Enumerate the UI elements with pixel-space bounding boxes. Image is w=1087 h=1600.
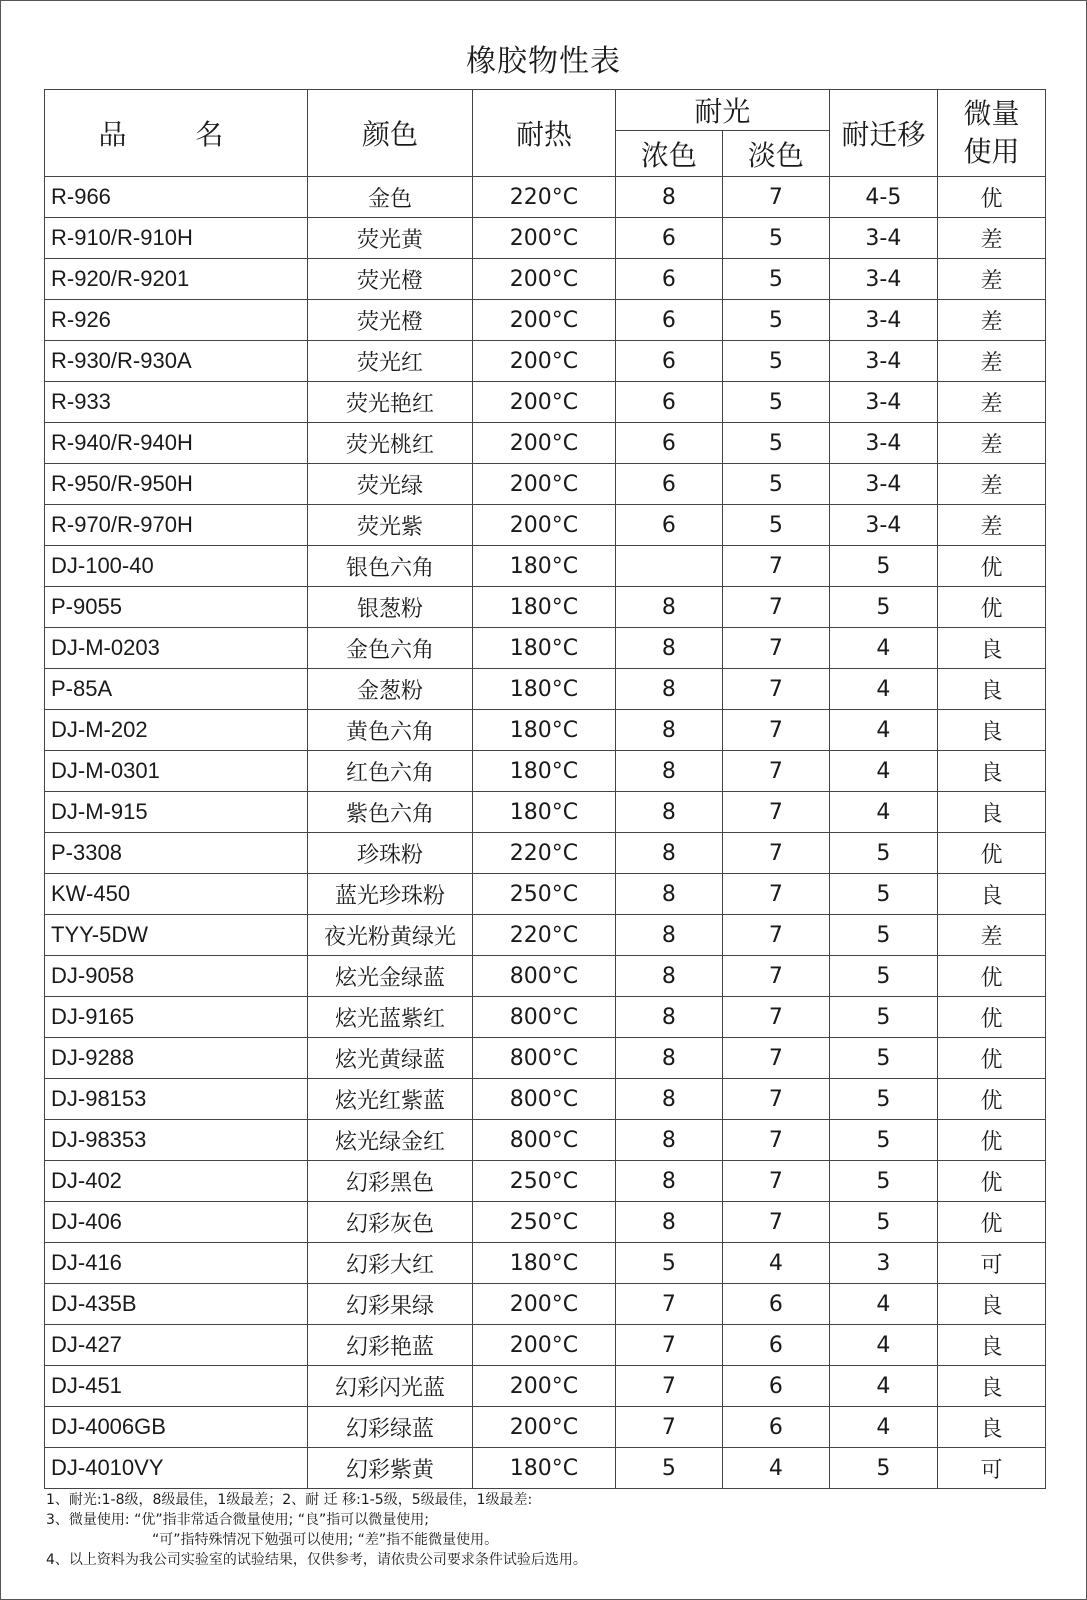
cell-migration: 5: [829, 874, 937, 915]
cell-migration: 3-4: [829, 341, 937, 382]
cell-micro: 优: [937, 1079, 1045, 1120]
cell-migration: 3-4: [829, 218, 937, 259]
cell-name: R-933: [45, 382, 308, 423]
note-3: “可”指特殊情况下勉强可以使用; “差”指不能微量使用。: [152, 1532, 499, 1548]
cell-pale: 5: [722, 505, 829, 546]
cell-micro: 优: [937, 177, 1045, 218]
cell-migration: 5: [829, 833, 937, 874]
table-row: [45, 1407, 1046, 1448]
cell-dark: 8: [615, 915, 722, 956]
cell-heat: 200°C: [473, 1407, 616, 1448]
cell-pale: 7: [722, 1079, 829, 1120]
cell-dark: 6: [615, 464, 722, 505]
header-micro-line1: 微量: [963, 97, 1020, 130]
cell-color: 幻彩绿蓝: [307, 1407, 472, 1448]
cell-pale: 7: [722, 956, 829, 997]
cell-name: P-9055: [45, 587, 308, 628]
cell-name: DJ-M-0301: [45, 751, 308, 792]
cell-heat: 200°C: [473, 300, 616, 341]
cell-heat: 200°C: [473, 1366, 616, 1407]
cell-pale: 6: [722, 1284, 829, 1325]
cell-heat: 200°C: [473, 423, 616, 464]
table-row: [45, 997, 1046, 1038]
cell-micro: 差: [937, 423, 1045, 464]
table-row: [45, 751, 1046, 792]
cell-pale: 5: [722, 300, 829, 341]
cell-micro: 差: [937, 300, 1045, 341]
cell-color: 银色六角: [307, 546, 472, 587]
cell-color: 荧光橙: [307, 300, 472, 341]
cell-migration: 3-4: [829, 259, 937, 300]
table-row: [45, 1448, 1046, 1489]
cell-heat: 200°C: [473, 1325, 616, 1366]
cell-dark: 7: [615, 1407, 722, 1448]
cell-heat: 180°C: [473, 669, 616, 710]
cell-dark: 6: [615, 382, 722, 423]
cell-dark: 6: [615, 218, 722, 259]
cell-name: DJ-406: [45, 1202, 308, 1243]
cell-name: DJ-98353: [45, 1120, 308, 1161]
cell-heat: 180°C: [473, 1448, 616, 1489]
cell-pale: 6: [722, 1325, 829, 1366]
cell-color: 珍珠粉: [307, 833, 472, 874]
table-row: [45, 259, 1046, 300]
header-name: 品 名: [45, 90, 308, 177]
cell-color: 金色六角: [307, 628, 472, 669]
cell-micro: 差: [937, 915, 1045, 956]
cell-color: 荧光红: [307, 341, 472, 382]
cell-micro: 良: [937, 1366, 1045, 1407]
cell-name: TYY-5DW: [45, 915, 308, 956]
cell-color: 炫光蓝紫红: [307, 997, 472, 1038]
cell-heat: 180°C: [473, 587, 616, 628]
cell-color: 红色六角: [307, 751, 472, 792]
cell-name: P-85A: [45, 669, 308, 710]
cell-color: 幻彩紫黄: [307, 1448, 472, 1489]
properties-table: [44, 89, 1046, 1489]
cell-heat: 800°C: [473, 1120, 616, 1161]
cell-pale: 7: [722, 710, 829, 751]
cell-pale: 7: [722, 1038, 829, 1079]
cell-heat: 200°C: [473, 1284, 616, 1325]
cell-dark: 8: [615, 874, 722, 915]
cell-micro: 差: [937, 259, 1045, 300]
cell-dark: 8: [615, 710, 722, 751]
cell-heat: 220°C: [473, 915, 616, 956]
cell-heat: 220°C: [473, 833, 616, 874]
cell-dark: 7: [615, 1325, 722, 1366]
table-row: [45, 341, 1046, 382]
note-4: 4、以上资料为我公司实验室的试验结果，仅供参考，请依贵公司要求条件试验后选用。: [46, 1552, 587, 1568]
cell-migration: 3-4: [829, 464, 937, 505]
cell-heat: 800°C: [473, 1038, 616, 1079]
cell-heat: 180°C: [473, 710, 616, 751]
table-row: [45, 546, 1046, 587]
cell-micro: 优: [937, 833, 1045, 874]
cell-name: DJ-427: [45, 1325, 308, 1366]
table-row: [45, 300, 1046, 341]
cell-migration: 4: [829, 1284, 937, 1325]
cell-color: 荧光紫: [307, 505, 472, 546]
cell-migration: 5: [829, 1120, 937, 1161]
cell-migration: 5: [829, 1202, 937, 1243]
cell-color: 炫光黄绿蓝: [307, 1038, 472, 1079]
cell-pale: 4: [722, 1448, 829, 1489]
cell-micro: 良: [937, 1407, 1045, 1448]
cell-migration: 5: [829, 587, 937, 628]
header-pale: 淡色: [722, 131, 829, 177]
cell-name: DJ-9288: [45, 1038, 308, 1079]
cell-pale: 7: [722, 587, 829, 628]
cell-micro: 可: [937, 1448, 1045, 1489]
cell-migration: 4: [829, 710, 937, 751]
cell-micro: 良: [937, 1284, 1045, 1325]
cell-heat: 250°C: [473, 1161, 616, 1202]
cell-migration: 3-4: [829, 505, 937, 546]
cell-migration: 5: [829, 915, 937, 956]
cell-heat: 220°C: [473, 177, 616, 218]
cell-dark: 6: [615, 505, 722, 546]
cell-color: 幻彩大红: [307, 1243, 472, 1284]
cell-pale: 7: [722, 1202, 829, 1243]
table-row: [45, 792, 1046, 833]
cell-color: 荧光艳红: [307, 382, 472, 423]
cell-name: R-920/R-9201: [45, 259, 308, 300]
cell-dark: 6: [615, 259, 722, 300]
table-row: [45, 956, 1046, 997]
cell-name: KW-450: [45, 874, 308, 915]
cell-color: 荧光黄: [307, 218, 472, 259]
cell-micro: 优: [937, 587, 1045, 628]
cell-heat: 180°C: [473, 1243, 616, 1284]
cell-dark: 6: [615, 300, 722, 341]
cell-color: 金色: [307, 177, 472, 218]
cell-micro: 优: [937, 997, 1045, 1038]
cell-dark: 8: [615, 1202, 722, 1243]
cell-name: DJ-4006GB: [45, 1407, 308, 1448]
cell-dark: 5: [615, 1243, 722, 1284]
cell-name: DJ-4010VY: [45, 1448, 308, 1489]
cell-migration: 5: [829, 1038, 937, 1079]
cell-dark: 8: [615, 833, 722, 874]
cell-name: DJ-M-0203: [45, 628, 308, 669]
cell-micro: 良: [937, 710, 1045, 751]
cell-color: 幻彩艳蓝: [307, 1325, 472, 1366]
cell-pale: 7: [722, 177, 829, 218]
cell-color: 蓝光珍珠粉: [307, 874, 472, 915]
cell-dark: 8: [615, 792, 722, 833]
cell-name: DJ-9165: [45, 997, 308, 1038]
cell-migration: 5: [829, 1448, 937, 1489]
cell-heat: 180°C: [473, 751, 616, 792]
table-row: [45, 218, 1046, 259]
cell-micro: 差: [937, 382, 1045, 423]
cell-micro: 差: [937, 464, 1045, 505]
cell-pale: 7: [722, 1120, 829, 1161]
cell-pale: 7: [722, 1161, 829, 1202]
cell-migration: 3-4: [829, 382, 937, 423]
cell-color: 金葱粉: [307, 669, 472, 710]
cell-heat: 200°C: [473, 218, 616, 259]
table-row: [45, 1284, 1046, 1325]
cell-pale: 6: [722, 1366, 829, 1407]
cell-dark: 8: [615, 1161, 722, 1202]
cell-pale: 7: [722, 751, 829, 792]
cell-dark: [615, 546, 722, 587]
note-2: 3、微量使用: “优”指非常适合微量使用; “良”指可以微量使用;: [46, 1512, 429, 1528]
table-row: [45, 505, 1046, 546]
note-1: 1、耐光:1-8级，8级最佳，1级最差；2、耐 迁 移:1-5级，5级最佳，1级最差:: [46, 1492, 533, 1508]
cell-color: 炫光金绿蓝: [307, 956, 472, 997]
cell-micro: 优: [937, 546, 1045, 587]
header-dark: 浓色: [615, 131, 722, 177]
cell-name: P-3308: [45, 833, 308, 874]
cell-dark: 5: [615, 1448, 722, 1489]
table-row: [45, 464, 1046, 505]
cell-micro: 差: [937, 218, 1045, 259]
cell-micro: 良: [937, 628, 1045, 669]
cell-pale: 7: [722, 546, 829, 587]
table-row: [45, 669, 1046, 710]
cell-migration: 4: [829, 669, 937, 710]
cell-heat: 250°C: [473, 874, 616, 915]
cell-micro: 良: [937, 669, 1045, 710]
cell-pale: 7: [722, 874, 829, 915]
cell-dark: 8: [615, 956, 722, 997]
cell-micro: 良: [937, 874, 1045, 915]
cell-micro: 差: [937, 341, 1045, 382]
table-row: [45, 382, 1046, 423]
cell-heat: 200°C: [473, 341, 616, 382]
cell-micro: 优: [937, 1202, 1045, 1243]
cell-pale: 5: [722, 218, 829, 259]
cell-dark: 8: [615, 628, 722, 669]
cell-pale: 7: [722, 833, 829, 874]
cell-dark: 8: [615, 997, 722, 1038]
cell-name: R-966: [45, 177, 308, 218]
table-row: [45, 1079, 1046, 1120]
header-micro-line2: 使用: [963, 135, 1020, 168]
cell-name: DJ-9058: [45, 956, 308, 997]
cell-pale: 7: [722, 915, 829, 956]
cell-dark: 8: [615, 1038, 722, 1079]
cell-pale: 7: [722, 669, 829, 710]
cell-color: 夜光粉黄绿光: [307, 915, 472, 956]
table-row: [45, 1161, 1046, 1202]
cell-migration: 5: [829, 1161, 937, 1202]
header-migration: 耐迁移: [829, 90, 937, 177]
cell-pale: 5: [722, 341, 829, 382]
cell-dark: 8: [615, 177, 722, 218]
cell-dark: 8: [615, 1079, 722, 1120]
cell-micro: 优: [937, 956, 1045, 997]
cell-micro: 良: [937, 751, 1045, 792]
cell-migration: 5: [829, 546, 937, 587]
cell-heat: 200°C: [473, 505, 616, 546]
cell-pale: 5: [722, 423, 829, 464]
cell-pale: 4: [722, 1243, 829, 1284]
cell-migration: 4: [829, 1366, 937, 1407]
cell-name: R-940/R-940H: [45, 423, 308, 464]
header-micro: [937, 90, 1045, 177]
cell-color: 紫色六角: [307, 792, 472, 833]
cell-dark: 8: [615, 1120, 722, 1161]
cell-heat: 200°C: [473, 382, 616, 423]
cell-micro: 优: [937, 1038, 1045, 1079]
cell-color: 黄色六角: [307, 710, 472, 751]
cell-name: R-910/R-910H: [45, 218, 308, 259]
cell-pale: 5: [722, 259, 829, 300]
cell-micro: 良: [937, 792, 1045, 833]
cell-heat: 800°C: [473, 1079, 616, 1120]
cell-pale: 7: [722, 628, 829, 669]
footnotes: [46, 1490, 1046, 1570]
cell-name: DJ-100-40: [45, 546, 308, 587]
page-title: 橡胶物性表: [466, 44, 621, 79]
cell-pale: 7: [722, 792, 829, 833]
table-row: [45, 915, 1046, 956]
cell-dark: 6: [615, 341, 722, 382]
table-row: [45, 833, 1046, 874]
table-body: [45, 177, 1046, 1489]
cell-dark: 8: [615, 587, 722, 628]
cell-heat: 800°C: [473, 997, 616, 1038]
cell-name: DJ-402: [45, 1161, 308, 1202]
header-color: 颜色: [307, 90, 472, 177]
table-row: [45, 628, 1046, 669]
cell-migration: 4: [829, 1407, 937, 1448]
table-row: [45, 177, 1046, 218]
table-row: [45, 710, 1046, 751]
table-row: [45, 587, 1046, 628]
cell-name: R-930/R-930A: [45, 341, 308, 382]
table-row: [45, 1202, 1046, 1243]
table-row: [45, 874, 1046, 915]
cell-name: DJ-M-915: [45, 792, 308, 833]
cell-heat: 200°C: [473, 259, 616, 300]
cell-name: DJ-416: [45, 1243, 308, 1284]
cell-name: R-950/R-950H: [45, 464, 308, 505]
cell-name: DJ-451: [45, 1366, 308, 1407]
cell-migration: 5: [829, 956, 937, 997]
cell-color: 荧光桃红: [307, 423, 472, 464]
cell-migration: 4: [829, 751, 937, 792]
table-row: [45, 1366, 1046, 1407]
cell-dark: 8: [615, 669, 722, 710]
cell-pale: 7: [722, 997, 829, 1038]
table-row: [45, 423, 1046, 464]
cell-dark: 7: [615, 1366, 722, 1407]
cell-name: R-926: [45, 300, 308, 341]
cell-name: R-970/R-970H: [45, 505, 308, 546]
cell-migration: 3: [829, 1243, 937, 1284]
cell-color: 幻彩闪光蓝: [307, 1366, 472, 1407]
cell-migration: 5: [829, 997, 937, 1038]
header-light: 耐光: [615, 90, 829, 131]
cell-migration: 4: [829, 1325, 937, 1366]
table-row: [45, 1120, 1046, 1161]
cell-migration: 4: [829, 628, 937, 669]
cell-micro: 优: [937, 1161, 1045, 1202]
cell-color: 银葱粉: [307, 587, 472, 628]
cell-name: DJ-M-202: [45, 710, 308, 751]
cell-migration: 5: [829, 1079, 937, 1120]
cell-color: 炫光绿金红: [307, 1120, 472, 1161]
cell-heat: 180°C: [473, 546, 616, 587]
table-row: [45, 1325, 1046, 1366]
table-row: [45, 1038, 1046, 1079]
cell-migration: 3-4: [829, 423, 937, 464]
cell-dark: 7: [615, 1284, 722, 1325]
cell-micro: 差: [937, 505, 1045, 546]
cell-migration: 4-5: [829, 177, 937, 218]
cell-dark: 6: [615, 423, 722, 464]
cell-migration: 3-4: [829, 300, 937, 341]
cell-heat: 200°C: [473, 464, 616, 505]
cell-name: DJ-98153: [45, 1079, 308, 1120]
cell-pale: 6: [722, 1407, 829, 1448]
cell-heat: 250°C: [473, 1202, 616, 1243]
cell-heat: 180°C: [473, 628, 616, 669]
cell-micro: 良: [937, 1325, 1045, 1366]
cell-pale: 5: [722, 464, 829, 505]
cell-color: 幻彩灰色: [307, 1202, 472, 1243]
table-row: [45, 1243, 1046, 1284]
cell-pale: 5: [722, 382, 829, 423]
cell-color: 炫光红紫蓝: [307, 1079, 472, 1120]
cell-color: 幻彩果绿: [307, 1284, 472, 1325]
cell-name: DJ-435B: [45, 1284, 308, 1325]
cell-dark: 8: [615, 751, 722, 792]
cell-color: 荧光绿: [307, 464, 472, 505]
cell-micro: 可: [937, 1243, 1045, 1284]
header-heat: 耐热: [473, 90, 616, 177]
cell-heat: 800°C: [473, 956, 616, 997]
cell-micro: 优: [937, 1120, 1045, 1161]
cell-color: 幻彩黑色: [307, 1161, 472, 1202]
cell-color: 荧光橙: [307, 259, 472, 300]
cell-heat: 180°C: [473, 792, 616, 833]
cell-migration: 4: [829, 792, 937, 833]
